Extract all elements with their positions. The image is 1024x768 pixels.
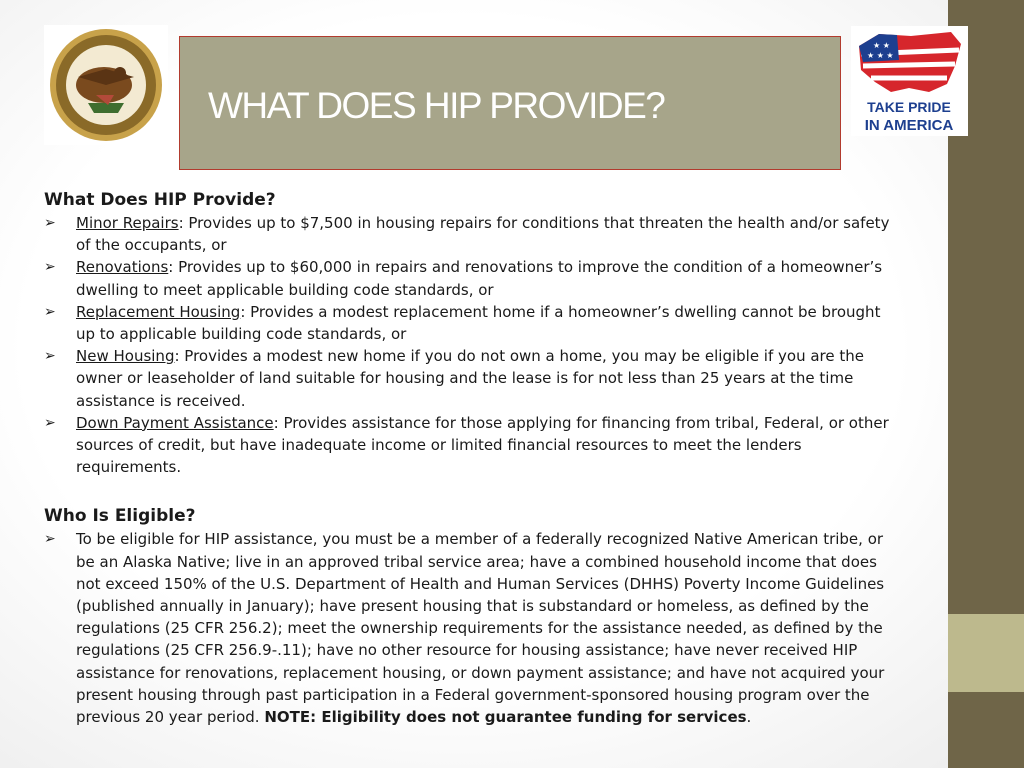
- arrow-bullet-icon: ➢: [44, 215, 56, 231]
- service-description: : Provides a modest replacement home if a homeowner’s dwelling cannot be brought up to applicable building code standards, or: [76, 302, 881, 344]
- eligibility-note: NOTE: Eligibility does not guarantee funding for services: [264, 708, 747, 727]
- side-bar-accent: [948, 614, 1024, 692]
- list-item: [44, 256, 894, 300]
- service-description: : Provides assistance for those applying for financing from tribal, Federal, or other sources of credit, but have inadequate income or limited financial resources to meet the lenders requirements.: [76, 413, 889, 477]
- arrow-bullet-icon: ➢: [44, 414, 56, 431]
- arrow-bullet-icon: ➢: [44, 303, 56, 320]
- service-term: Down Payment Assistance: [76, 413, 274, 432]
- section-heading-provide: What Does HIP Provide?: [44, 190, 276, 210]
- eligibility-list: [44, 528, 894, 728]
- svg-text:★ ★ ★: ★ ★ ★: [867, 51, 894, 60]
- section-heading-eligible: Who Is Eligible?: [44, 506, 196, 527]
- arrow-bullet-icon: ➢: [44, 531, 56, 548]
- services-list: [44, 212, 894, 478]
- arrow-bullet-icon: ➢: [44, 259, 56, 276]
- eligibility-text: To be eligible for HIP assistance, you must be a member of a federally recognized Native American tribe, or be an Alaska Native; live in an approved tribal service area; have a combined household income that does not exceed 150% of the U.S. Department of Health and Human Services (DHHS) Poverty Income Guidelines (published annually in January); have present housing that is substandard or homeless, as defined by the regulations (25 CFR 256.2); meet the ownership requirements for the assistance needed, as defined by the regulations (25 CFR 256.9-.11); have no other resource for housing assistance; have never received HIP assistance for renovations, replacement housing, or down payment assistance; and have not acquired your present housing through past participation in a Federal government-sponsored housing program over the previous 20 year period.: [76, 530, 885, 727]
- arrow-bullet-icon: ➢: [44, 348, 56, 365]
- svg-text:TAKE PRIDE: TAKE PRIDE: [867, 99, 951, 115]
- service-term: Minor Repairs: [76, 214, 179, 232]
- list-item: [44, 528, 894, 728]
- service-term: New Housing: [76, 347, 175, 366]
- service-term: Replacement Housing: [76, 302, 241, 321]
- service-description: : Provides up to $7,500 in housing repairs for conditions that threaten the health and/or safety of the occupants, or: [76, 214, 890, 255]
- list-item: [44, 301, 894, 345]
- list-item: [44, 345, 894, 412]
- eligibility-period: .: [746, 708, 752, 727]
- svg-text:★ ★: ★ ★: [873, 41, 890, 50]
- list-item: [44, 412, 894, 479]
- section-spacer: [44, 478, 894, 504]
- title-box: [179, 36, 841, 170]
- content-body: [44, 188, 894, 728]
- service-term: Renovations: [76, 258, 169, 277]
- page-title: WHAT DOES HIP PROVIDE?: [208, 85, 665, 126]
- svg-text:IN AMERICA: IN AMERICA: [864, 117, 954, 134]
- service-description: : Provides up to $60,000 in repairs and renovations to improve the condition of a homeowner’s dwelling to meet applicable building code standards, or: [76, 258, 883, 299]
- service-description: : Provides a modest new home if you do not own a home, you may be eligible if you are the owner or leaseholder of land suitable for housing and the lease is for not less than 25 years at the time assistance is received.: [76, 347, 864, 410]
- take-pride-in-america-logo: [851, 26, 968, 136]
- bia-seal-logo: [44, 25, 168, 145]
- list-item: [44, 212, 894, 256]
